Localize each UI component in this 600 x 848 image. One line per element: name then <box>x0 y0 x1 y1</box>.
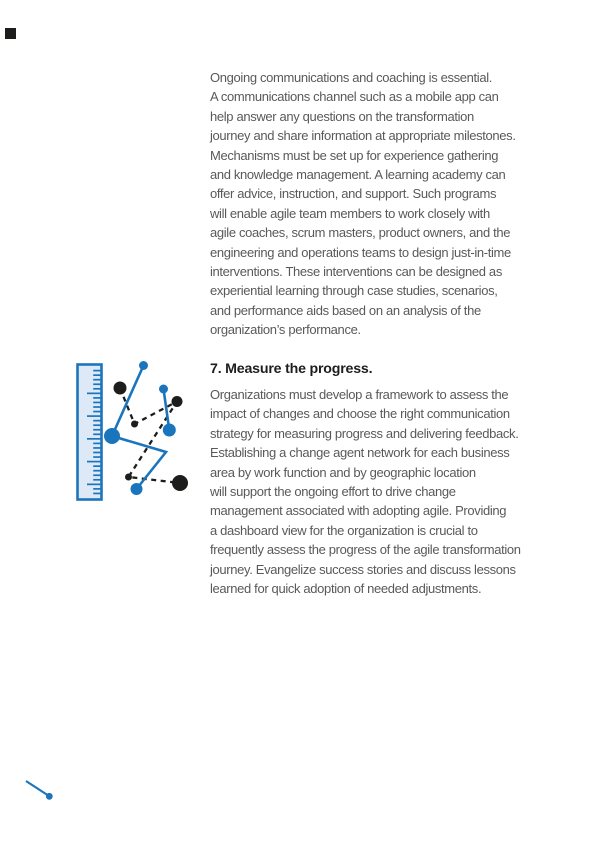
text-line: and performance aids based on an analysis of the <box>210 302 481 318</box>
text-line: engineering and operations teams to design just-in-time <box>210 244 511 260</box>
section-heading: 7. Measure the progress. <box>210 361 373 377</box>
text-line: a dashboard view for the organization is crucial to <box>210 522 478 538</box>
text-line: will support the ongoing effort to drive change <box>210 484 456 500</box>
text-line: impact of changes and choose the right communication <box>210 406 510 422</box>
ruler-progress-illustration <box>60 350 200 510</box>
text-line: interventions. These interventions can be designed as <box>210 264 502 280</box>
text-line: help answer any questions on the transformation <box>210 108 474 124</box>
page-decoration-flourish <box>16 772 61 808</box>
body-paragraph-1 <box>210 68 570 340</box>
text-line: management associated with adopting agile. Providing <box>210 503 507 519</box>
text-line: Establishing a change agent network for each business <box>210 445 510 461</box>
text-line: frequently assess the progress of the agile transformation <box>210 542 521 558</box>
text-line: strategy for measuring progress and delivering feedback. <box>210 425 519 441</box>
text-line: Organizations must develop a framework to assess the <box>210 387 509 402</box>
text-line: and knowledge management. A learning academy can <box>210 167 506 183</box>
text-line: experiential learning through case studies, scenarios, <box>210 283 498 299</box>
page-corner-mark <box>5 28 16 39</box>
text-line: will enable agile team members to work closely with <box>210 205 490 221</box>
text-line: Mechanisms must be set up for experience gathering <box>210 147 499 163</box>
text-line: A communications channel such as a mobile app can <box>210 89 499 105</box>
text-line: area by work function and by geographic location <box>210 464 476 480</box>
text-line: journey. Evangelize success stories and discuss lessons <box>210 561 516 577</box>
text-line: organization’s performance. <box>210 322 361 338</box>
text-line: journey and share information at appropriate milestones. <box>210 128 516 144</box>
text-line: Ongoing communications and coaching is essential. <box>210 70 493 85</box>
body-paragraph-2 <box>210 385 570 598</box>
text-line: offer advice, instruction, and support. Such programs <box>210 186 497 202</box>
text-line: learned for quick adoption of needed adjustments. <box>210 581 482 597</box>
text-line: agile coaches, scrum masters, product owners, and the <box>210 225 511 241</box>
needle-line-icon <box>26 781 53 800</box>
